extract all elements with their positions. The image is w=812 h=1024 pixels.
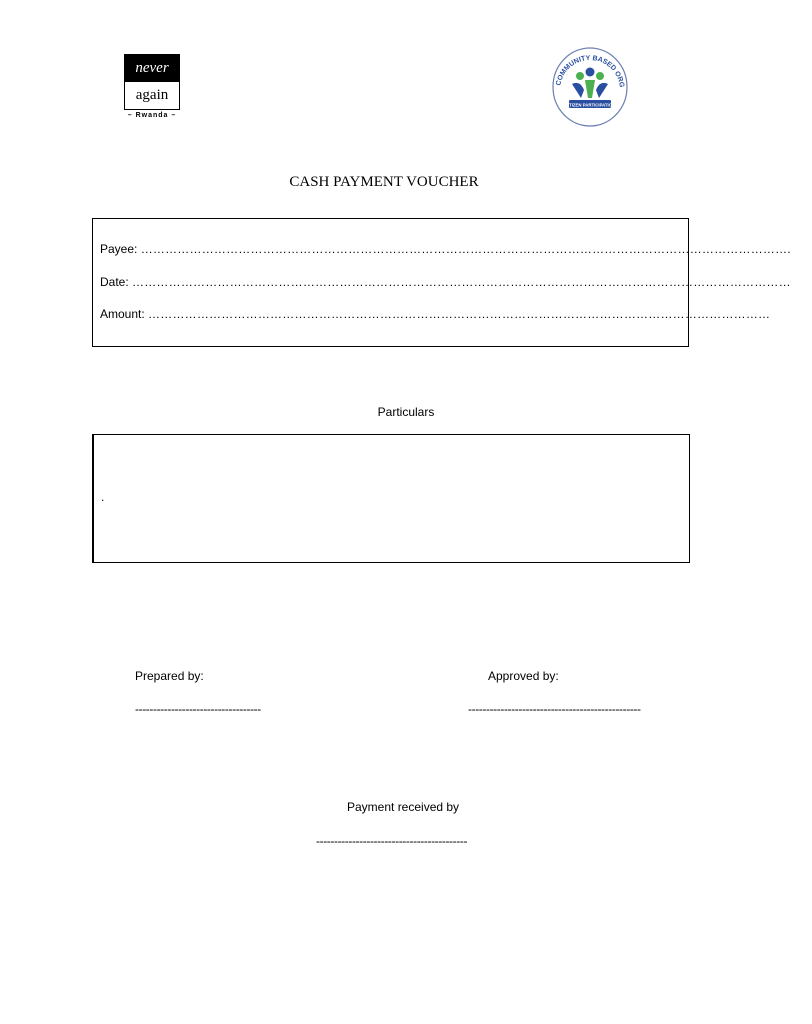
seal-figure-head (586, 68, 595, 77)
approved-by-signature-line[interactable]: ------------------------------------------------ (468, 702, 641, 716)
date-dotted-line: ……………………………………………………………………………………………………………………………………………… (132, 275, 791, 289)
logo-never-text: never (124, 54, 180, 82)
amount-dotted-line: ……………………………………………………………………………………………………………………………………… (148, 307, 771, 321)
particulars-content: . (101, 490, 105, 504)
logo-rwanda-text: – Rwanda – (127, 112, 177, 119)
seal-figure-head (576, 72, 584, 80)
payee-dotted-line: ……………………………………………………………………………………………………………………………………………. (140, 242, 791, 256)
seal-arc-text: COMMUNITY BASED ORG (555, 54, 625, 88)
page-title: CASH PAYMENT VOUCHER (289, 174, 479, 190)
date-field[interactable] (100, 275, 791, 289)
particulars-box[interactable] (92, 434, 690, 563)
payee-field[interactable] (100, 242, 791, 256)
organisation-seal-logo (550, 46, 630, 128)
payment-received-by-label: Payment received by (347, 800, 460, 814)
logo-again-text: again (124, 82, 180, 110)
date-label: Date: (100, 275, 129, 289)
particulars-heading: Particulars (377, 405, 435, 419)
seal-banner-text: CITIZEN PARTICIPATION (564, 102, 616, 108)
approved-by-label: Approved by: (488, 669, 559, 683)
payee-label: Payee: (100, 242, 138, 256)
amount-label: Amount: (100, 307, 145, 321)
seal-figure-head (596, 72, 604, 80)
prepared-by-label: Prepared by: (135, 669, 204, 683)
never-again-rwanda-logo (124, 54, 180, 122)
payment-received-by-signature-line[interactable]: ------------------------------------------ (316, 834, 468, 848)
prepared-by-signature-line[interactable]: ----------------------------------- (135, 702, 261, 716)
amount-field[interactable] (100, 307, 771, 321)
